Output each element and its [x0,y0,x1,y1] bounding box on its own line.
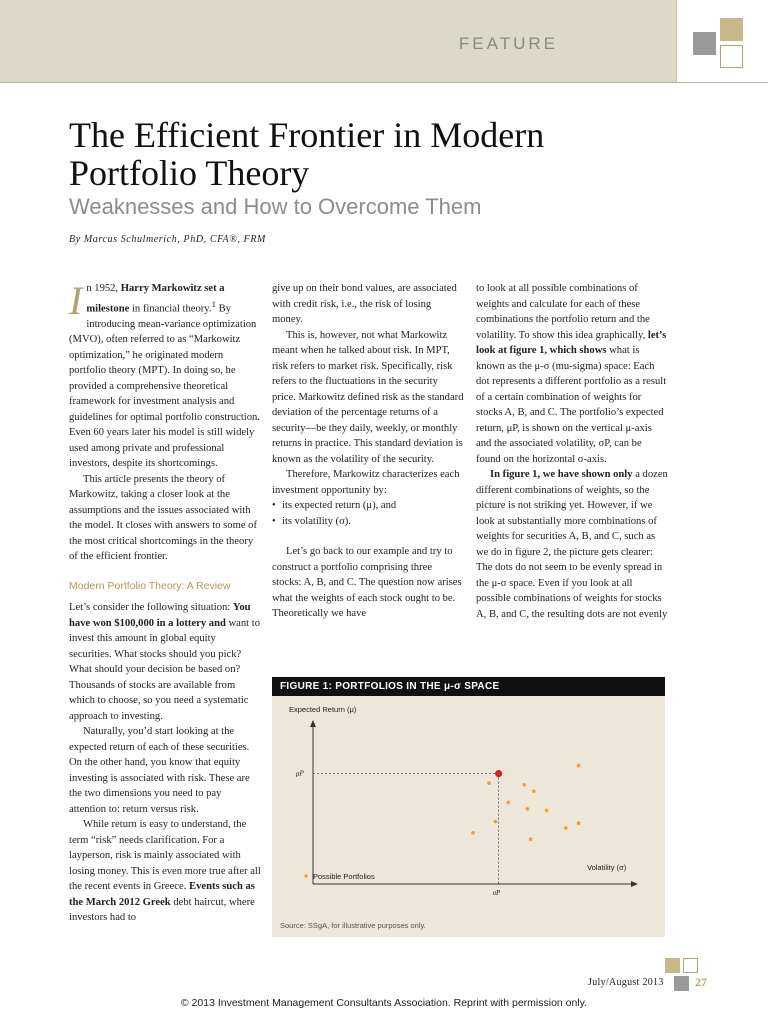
text-span: While return is easy to understand, the term “risk” needs clarification. For a layperson, risk is mainly associated with losing money. This is even more true after all the recent events in Greece. [69,819,261,893]
ornament-square-gray [693,32,716,55]
paragraph [69,817,261,926]
ornament-square-gold [720,18,743,41]
text-span: want to invest this amount in global equity securities. What stocks should you pick? What should your decision be based on? Thousands of stocks are available from which to choose, so you need a systematic approach to investing. [69,617,260,722]
column-3 [476,281,668,622]
portfolio-dot [494,820,498,824]
text-span: Let’s consider the following situation: [69,602,233,614]
paragraph [69,600,261,724]
paragraph [476,281,668,467]
portfolio-dot [526,807,530,811]
text-span: what is known as the μ-σ (mu-sigma) space: Each dot represents a different portfolio as a result of a certain combination of weights for stocks A, B, and C. The portfolio’s expected return, μP, is shown on the vertical μ-axis and the associated volatility, σP, can be found on the horizontal σ-axis. [476,345,667,465]
portfolio-dot [487,781,491,785]
article-title: The Efficient Frontier in Modern Portfolio Theory [69,115,545,193]
portfolio-dot [577,821,581,825]
article-byline: By Marcus Schulmerich, PhD, CFA®, FRM [69,234,266,245]
footer-square-outline [683,958,698,973]
figure-source: Source: SSgA, for illustrative purposes only. [280,921,426,930]
portfolio-dot [506,801,510,805]
text-span: n 1952, [86,283,121,294]
header-ornament [676,0,768,83]
paragraph: Let’s go back to our example and try to construct a portfolio comprising three stocks: A, B, and C. The question now arises what the weights of each stock ought to be. Theoretically we have [272,546,462,619]
text-span: By introducing mean-variance optimization (MVO), often referred to as “Markowitz optimization,” he originated modern portfolio theory (MPT). In doing so, he provided a comprehensive theoretical framework for investment analysis and guidelines for optimal portfolio construction. Even 60 years later his model is still widely used among private and professional investors, despite its shortcomings. [69,303,260,470]
copyright-notice: © 2013 Investment Management Consultants Association. Reprint with permission only. [180,997,588,1009]
portfolio-dot [545,809,549,813]
paragraph [476,467,668,622]
emphasis: In figure 1, we have shown only [490,469,633,480]
x-axis-label: Volatility (σ) [587,863,627,872]
text-span: debt haircut, where investors had to [69,896,255,924]
scatter-chart [272,696,665,921]
paragraph: Therefore, Markowitz characterizes each investment opportunity by: [272,469,460,496]
paragraph: This article presents the theory of Markowitz, taking a closer look at the assumptions and the issues associated with the model. It closes with answers to some of the most critical shortcomings in the theory of the efficient frontier. [69,473,258,563]
ornament-square-outline [720,45,743,68]
paragraph: Naturally, you’d start looking at the expected return of each of these securities. On the other hand, you know that equity investing is associated with risk. These are the two dimensions you need to pay attention to: return versus risk. [69,726,250,815]
portfolio-dot [577,764,581,768]
legend-dot [304,874,307,877]
paragraph [69,278,261,472]
emphasis: Events such as the March 2012 Greek [69,881,255,908]
column-1 [69,278,261,926]
bullet-list [272,498,464,529]
y-axis-label: Expected Return (μ) [289,705,357,714]
issue-date: July/August 2013 [588,977,664,988]
section-label: FEATURE [458,34,558,53]
column-2 [272,281,464,622]
text-span: a dozen different combinations of weights, so the picture is not striking yet. However, if we look at substantially more combinations of weights for securities A, B, and C, such as we do in figure 2, the picture gets clearer: The dots do not seem to be evenly spread in the μ-σ space. Even if you look at all possible combinations of weights for stocks A, B, and C, the resulting dots are not evenly [476,469,668,620]
mu-p-label: μP [296,769,304,778]
footer-square-gray [674,976,689,991]
portfolio-dot [529,837,533,841]
footnote-ref[interactable]: 1 [211,298,216,309]
paragraph: This is, however, not what Markowitz meant when he talked about risk. In MPT, risk refers to market risk. Specifically, risk refers to the fluctuations in the security price. Markowitz defined risk as the standard deviation of the percentage returns of a security—be they daily, weekly, or monthly returns in practice. This standard deviation is known as the volatility of the security. [272,329,464,465]
list-item: • its volatility (σ). [272,514,464,530]
text-span: to look at all possible combinations of weights and calculate for each of these combinations the portfolio return and the volatility. To show this idea graphically, [476,283,650,341]
page-number: 27 [695,975,707,989]
y-axis-arrow [310,720,316,727]
figure-1 [272,677,665,937]
header-band [0,0,676,83]
sigma-p-label: σP [492,889,501,897]
portfolio-dot [532,789,536,793]
portfolio-dot [522,783,526,787]
portfolio-dot [564,826,568,830]
list-item: • its expected return (μ), and [272,498,464,514]
legend-label: Possible Portfolios [313,872,375,881]
footer-square-gold [665,958,680,973]
text-span: in financial theory. [129,303,212,315]
emphasis: Harry Markowitz set a milestone [86,283,225,315]
section-heading: Modern Portfolio Theory: A Review [69,579,231,592]
emphasis: You have won $100,000 in a lottery and [69,602,251,629]
x-axis-arrow [631,881,638,887]
portfolio-dot [471,831,475,835]
highlighted-portfolio-dot [495,770,502,777]
article-subtitle: Weaknesses and How to Overcome Them [69,194,482,219]
emphasis: let’s look at figure 1, which shows [476,329,667,356]
paragraph: give up on their bond values, are associated with credit risk, i.e., the risk of losing money. [272,283,457,325]
drop-cap: I [69,278,83,323]
figure-title: FIGURE 1: PORTFOLIOS IN THE μ-σ SPACE [272,677,665,696]
portfolio-dots [471,764,580,841]
